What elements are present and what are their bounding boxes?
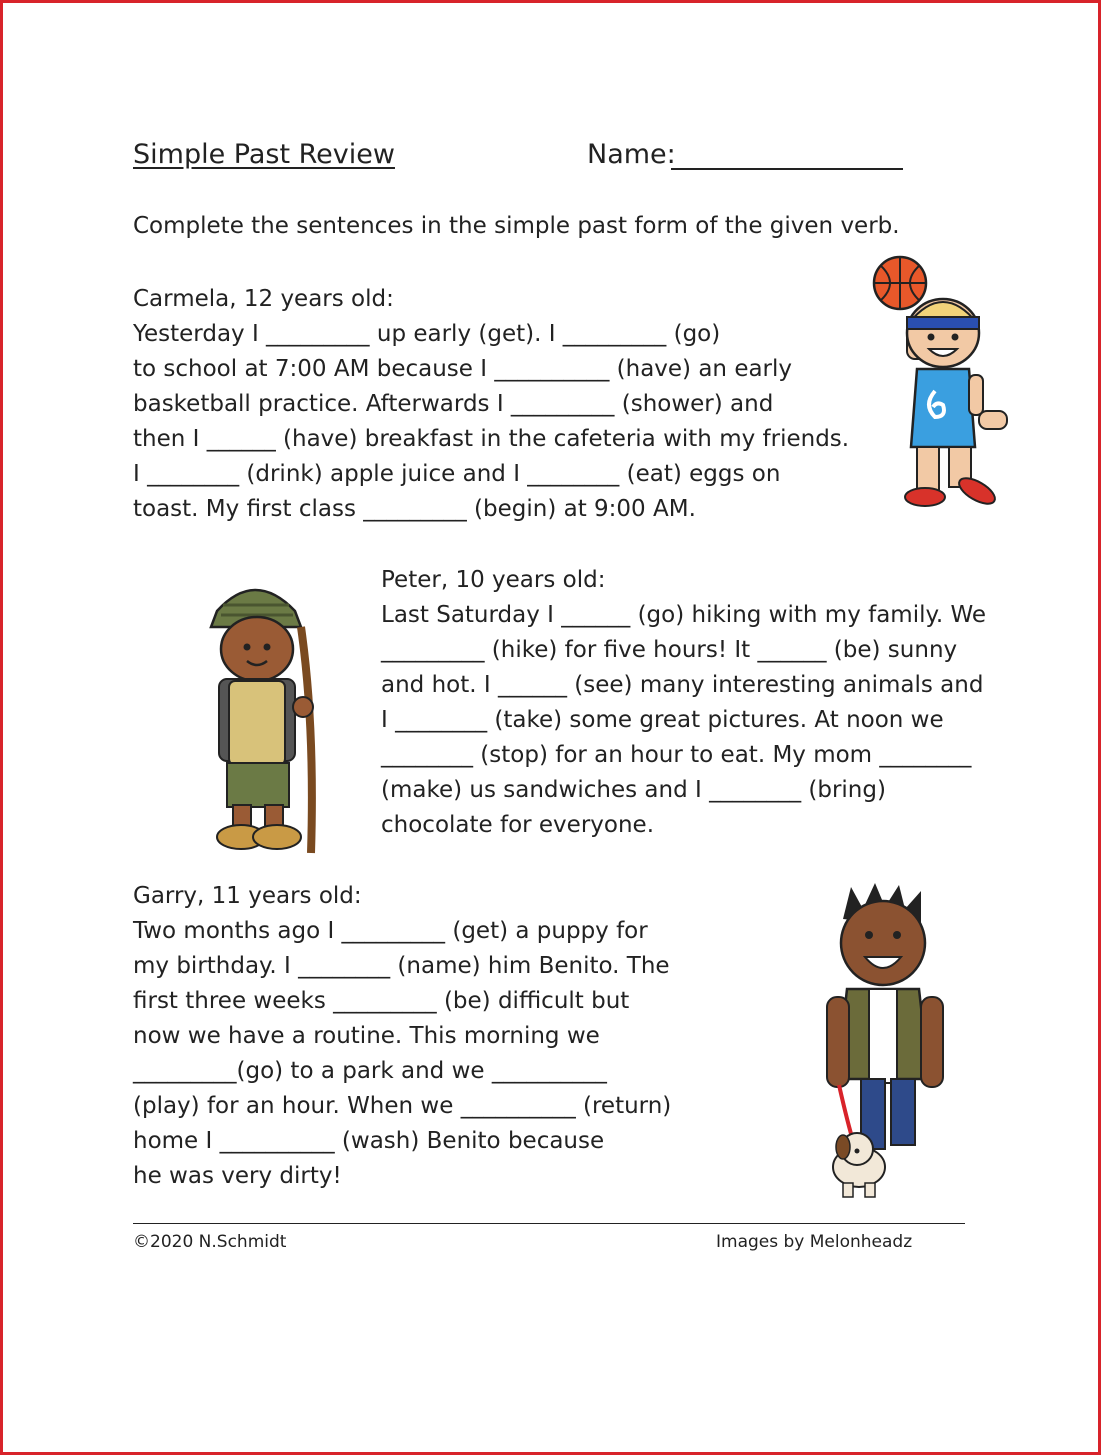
text-line: and hot. I ______ (see) many interesting animals and xyxy=(381,672,984,698)
section-peter xyxy=(381,563,986,843)
text-line: now we have a routine. This morning we xyxy=(133,1023,600,1049)
image-credit-text: Images by Melonheadz xyxy=(716,1232,913,1252)
text-line: _________ (hike) for five hours! It ______ (be) sunny xyxy=(381,637,958,663)
section-garry xyxy=(133,879,671,1194)
text-line: I ________ (take) some great pictures. At noon we xyxy=(381,707,944,733)
text-line: I ________ (drink) apple juice and I ________ (eat) eggs on xyxy=(133,461,781,487)
name-blank-line xyxy=(671,168,903,170)
text-line: home I __________ (wash) Benito because xyxy=(133,1128,605,1154)
text-line: chocolate for everyone. xyxy=(381,812,655,838)
section-heading: Carmela, 12 years old: xyxy=(133,286,394,312)
name-label: Name: xyxy=(587,139,676,170)
text-line: (make) us sandwiches and I ________ (bring) xyxy=(381,777,886,803)
boy-with-puppy-illustration xyxy=(821,879,956,1204)
text-line: Two months ago I _________ (get) a puppy for xyxy=(133,918,648,944)
text-line: (play) for an hour. When we __________ (return) xyxy=(133,1093,672,1119)
instructions: Complete the sentences in the simple past form of the given verb. xyxy=(133,213,900,239)
text-line: _________(go) to a park and we __________ xyxy=(133,1058,607,1084)
text-line: my birthday. I ________ (name) him Benito. The xyxy=(133,953,670,979)
section-heading: Garry, 11 years old: xyxy=(133,883,362,909)
text-line: Last Saturday I ______ (go) hiking with my family. We xyxy=(381,602,986,628)
page-title: Simple Past Review xyxy=(133,139,395,170)
copyright-text: ©2020 N.Schmidt xyxy=(133,1232,287,1252)
text-line: toast. My first class _________ (begin) at 9:00 AM. xyxy=(133,496,696,522)
footer-rule xyxy=(133,1223,965,1224)
basketball-kid-illustration xyxy=(865,251,1015,516)
text-line: first three weeks _________ (be) difficult but xyxy=(133,988,630,1014)
text-line: ________ (stop) for an hour to eat. My mom ________ xyxy=(381,742,972,768)
section-heading: Peter, 10 years old: xyxy=(381,567,606,593)
text-line: he was very dirty! xyxy=(133,1163,342,1189)
text-line: then I ______ (have) breakfast in the cafeteria with my friends. xyxy=(133,426,850,452)
section-carmela xyxy=(133,282,849,527)
hiker-kid-illustration xyxy=(203,575,343,860)
text-line: to school at 7:00 AM because I __________ (have) an early xyxy=(133,356,793,382)
text-line: basketball practice. Afterwards I _________ (shower) and xyxy=(133,391,774,417)
text-line: Yesterday I _________ up early (get). I _________ (go) xyxy=(133,321,721,347)
